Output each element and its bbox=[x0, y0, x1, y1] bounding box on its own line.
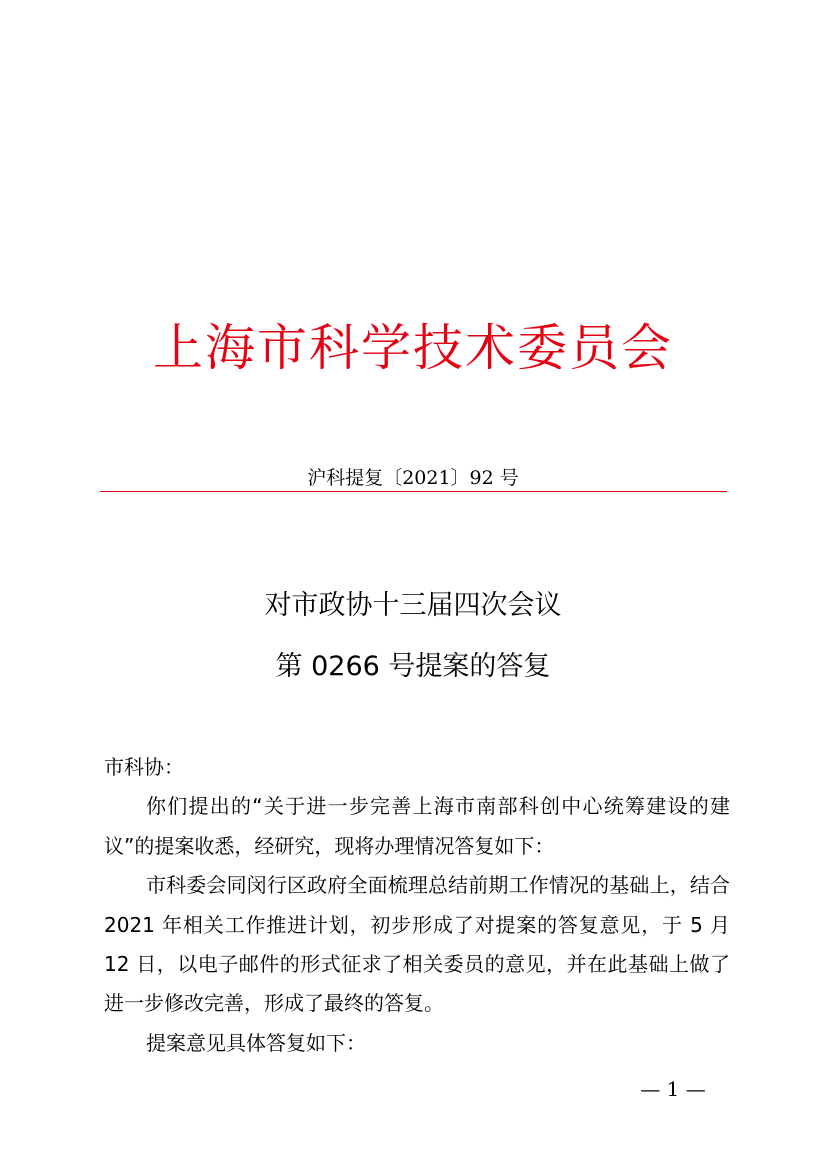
salutation: 市科协： bbox=[104, 755, 184, 779]
document-body bbox=[104, 748, 730, 1063]
body-paragraph: 你们提出的“关于进一步完善上海市南部科创中心统筹建设的建议”的提案收悉，经研究，现将办理情况答复如下： bbox=[104, 794, 730, 858]
page-number: — 1 — bbox=[640, 1077, 706, 1101]
issuing-organization-title: 上海市科学技术委员会 bbox=[153, 319, 673, 377]
document-heading-line2: 第 0266 号提案的答复 bbox=[275, 651, 551, 682]
body-paragraph: 市科委会同闵行区政府全面梳理总结前期工作情况的基础上，结合 2021 年相关工作推进计划，初步形成了对提案的答复意见，于 5 月 12 日，以电子邮件的形式征求了相关委员的意见，并在此基础上做了进一步修改完善，形成了最终的答复。 bbox=[104, 873, 730, 1016]
body-paragraph: 提案意见具体答复如下： bbox=[146, 1030, 366, 1055]
document-heading-line1: 对市政协十三届四次会议 bbox=[264, 590, 562, 621]
document-number: 沪科提复〔2021〕92 号 bbox=[307, 467, 519, 489]
red-divider-line bbox=[100, 491, 727, 492]
